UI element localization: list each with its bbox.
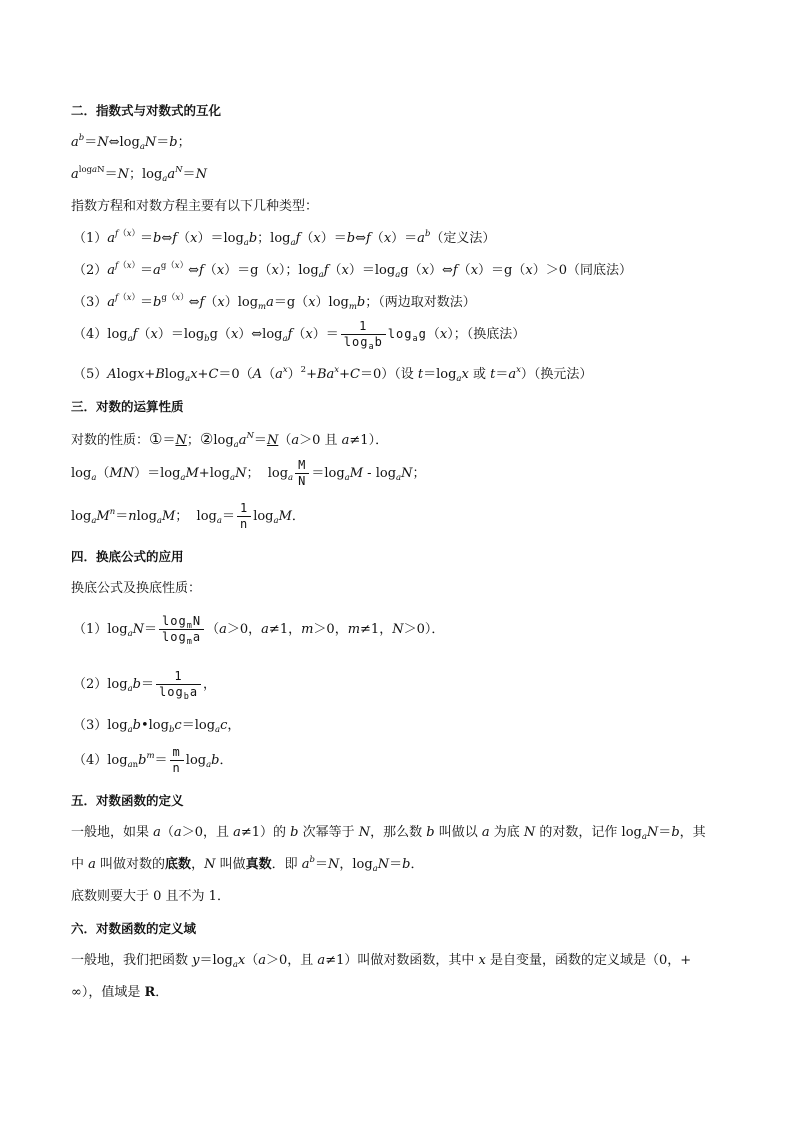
section-heading-6: 六．对数函数的定义域 [71, 921, 197, 936]
change-of-base-2: $(2)\log_ab=$ $\frac{1}{\log_ba}$ ， [73, 669, 217, 702]
paragraph: 底数则要大于 0 且不为 1． [71, 889, 230, 904]
paragraph: 一般地，我们把函数 $y=\log_ax(a>0$，且 a≠1）叫做对数函数，其中 x 是自变量，函数的定义域是（0，+ [71, 953, 692, 970]
section-heading-2: 二．指数式与对数式的互化 [71, 103, 222, 118]
paragraph: 换底公式及换底性质： [71, 581, 202, 596]
equation-type-3: $(3)a^{f(x)}=b^{g(x)}\Leftrightarrow f(x)\log_ma=g(x)\log_mb$；（两边取对数法） [73, 293, 476, 312]
paragraph: ∞），值域是 R． [71, 985, 169, 1000]
paragraph: 中 a 叫做对数的底数，N 叫做真数．即 $a^b=N$，$\log_aN=b$． [71, 855, 424, 874]
change-of-base-3: $(3)\log_ab•\log_bc=\log_ac$， [73, 718, 241, 735]
change-of-base-1: $(1)\log_aN=$ $\frac{\log_mN}{\log_ma}$ （a＞0，a≠1，m＞0，m≠1，N＞0）． [73, 614, 445, 647]
change-of-base-4: $(4)\log_{an}b^m=$ $\frac{m}{n}$ $\log_ab$． [73, 745, 233, 775]
paragraph: 一般地，如果 a（a＞0，且 a≠1）的 b 次幂等于 N，那么数 b 叫做以 a 为底 N 的对数，记作 $\log_aN=b$，其 [71, 825, 706, 842]
paragraph: 指数方程和对数方程主要有以下几种类型： [71, 199, 319, 214]
formula-line: $a^{logaN}=N$；$\log_aa^N=N$ [71, 165, 207, 184]
log-rules-1: $\log_a(MN)=\log_aM+\log_aN$； $\log_a$ $\frac{M}{N}$ $=\log_aM - \log_aN$； [71, 458, 426, 488]
section-heading-3: 三．对数的运算性质 [71, 399, 184, 414]
section-heading-4: 四．换底公式的应用 [71, 549, 184, 564]
section-heading-5: 五．对数函数的定义 [71, 793, 184, 808]
equation-type-4: $(4)\log_af(x)=\log_bg(x)\Leftrightarrow\log_af(x)=$ $\frac{1}{\log_ab}$ $\log_ag(x)$；（换底法） [73, 319, 526, 352]
formula-line: $a^b=N\Leftrightarrow\log_aN=b$； [71, 133, 191, 152]
equation-type-1: $(1)a^{f(x)}=b\Leftrightarrow f(x)=\log_ab$；$\log_af(x)=b\Leftrightarrow f(x)=a^b$（定义法） [73, 229, 496, 248]
log-rules-2: $\log_aM^n=nlog_aM$； $\log_a=$ $\frac{1}{n}$ $\log_aM$． [71, 501, 305, 531]
log-properties: 对数的性质：①＝N；$②\log_aa^N=N(a>0$ 且 a≠1）． [71, 430, 389, 450]
equation-type-5: $(5)Alogx+Blog_ax+C=0(A(a^x)^2+Ba^x+C=0)$（设 $t=\log_ax$ 或 $t=a^x$）（换元法） [73, 365, 593, 384]
equation-type-2: $(2)a^{f(x)}=a^{g(x)}\Leftrightarrow f(x)=g(x)$；$\log_af(x)=\log_ag(x)\Leftrightarrow f(x)=g(x)>0$（同底法） [73, 261, 632, 280]
